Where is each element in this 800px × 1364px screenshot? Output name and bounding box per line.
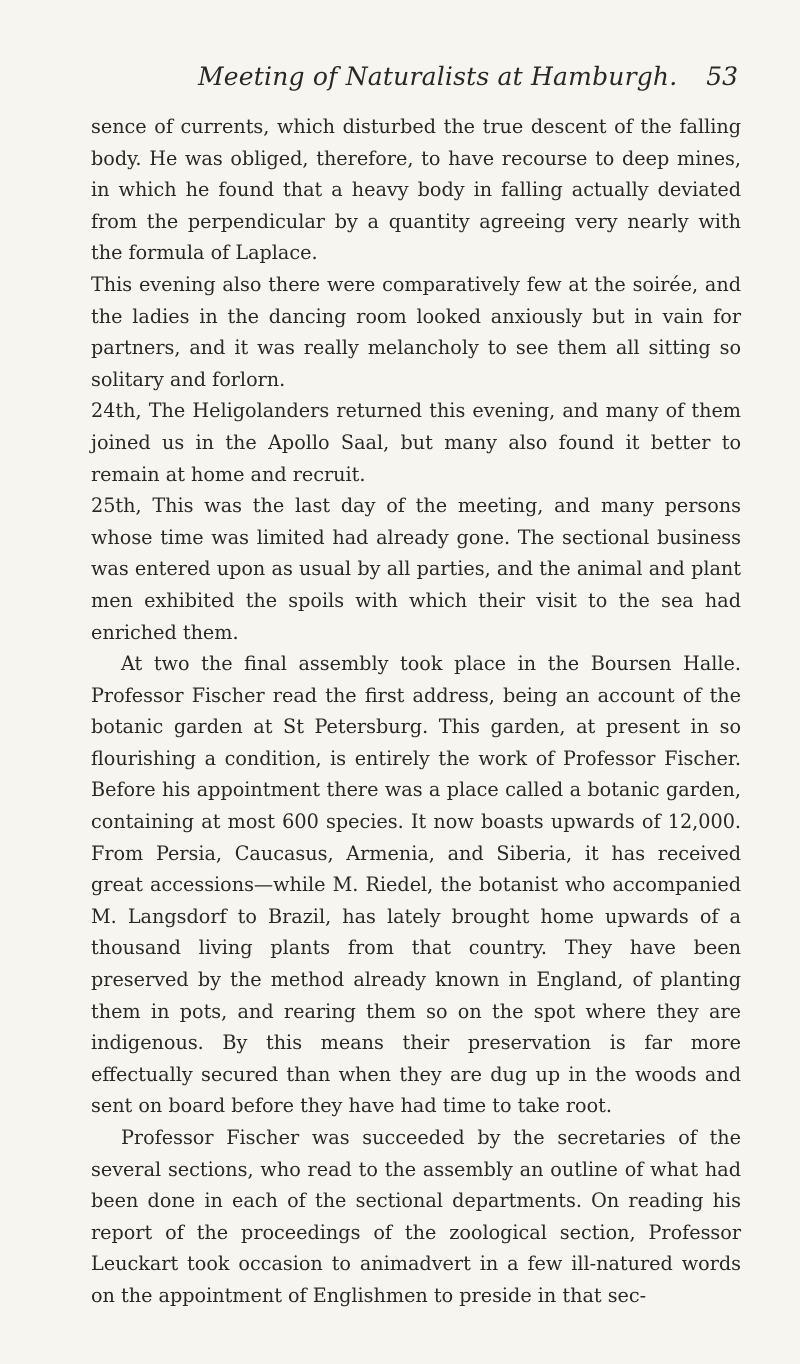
running-title: Meeting of Naturalists at Hamburgh. — [198, 62, 678, 91]
paragraph-2: This evening also there were comparatively few at the soirée, and the ladies in the dancing room looked anxiously but in vain for partners, and it was really melancholy to see them all sitting so solitary and forlorn. — [91, 272, 741, 391]
paragraph-1: sence of currents, which disturbed the true descent of the falling body. He was obliged, therefore, to have recourse to deep mines, in which he found that a heavy body in falling actually deviated from the perpendicular by a quantity agreeing very nearly with the formula of Laplace. — [91, 115, 741, 265]
body-text — [91, 111, 741, 1312]
running-head — [118, 62, 738, 98]
paragraph-5: At two the final assembly took place in the Boursen Halle. Professor Fischer read the first address, being an account of the botanic garden at St Petersburg. This garden, at present in so flourishing a condition, is entirely the work of Professor Fischer. Before his appointment there was a place called a botanic garden, containing at most 600 species. It now boasts upwards of 12,000. From Persia, Caucasus, Armenia, and Siberia, it has received great accessions—while M. Riedel, the botanist who accompanied M. Langsdorf to Brazil, has lately brought home upwards of a thousand living plants from that country. They have been preserved by the method already known in England, of planting them in pots, and rearing them so on the spot where they are indigenous. By this means their preservation is far more effectually secured than when they are dug up in the woods and sent on board before they have had time to take root. — [91, 652, 741, 1118]
page-number: 53 — [706, 62, 738, 91]
paragraph-3: 24th, The Heligolanders returned this evening, and many of them joined us in the Apollo Saal, but many also found it better to remain at home and recruit. — [91, 399, 741, 486]
paragraph-4: 25th, This was the last day of the meeting, and many persons whose time was limited had already gone. The sectional business was entered upon as usual by all parties, and the animal and plant men exhibited the spoils with which their visit to the sea had enriched them. — [91, 494, 741, 644]
paragraph-6: Professor Fischer was succeeded by the secretaries of the several sections, who read to the assembly an outline of what had been done in each of the sectional departments. On reading his report of the proceedings of the zoological section, Professor Leuckart took occasion to animadvert in a few ill-natured words on the appointment of Englishmen to preside in that sec- — [91, 1126, 741, 1307]
